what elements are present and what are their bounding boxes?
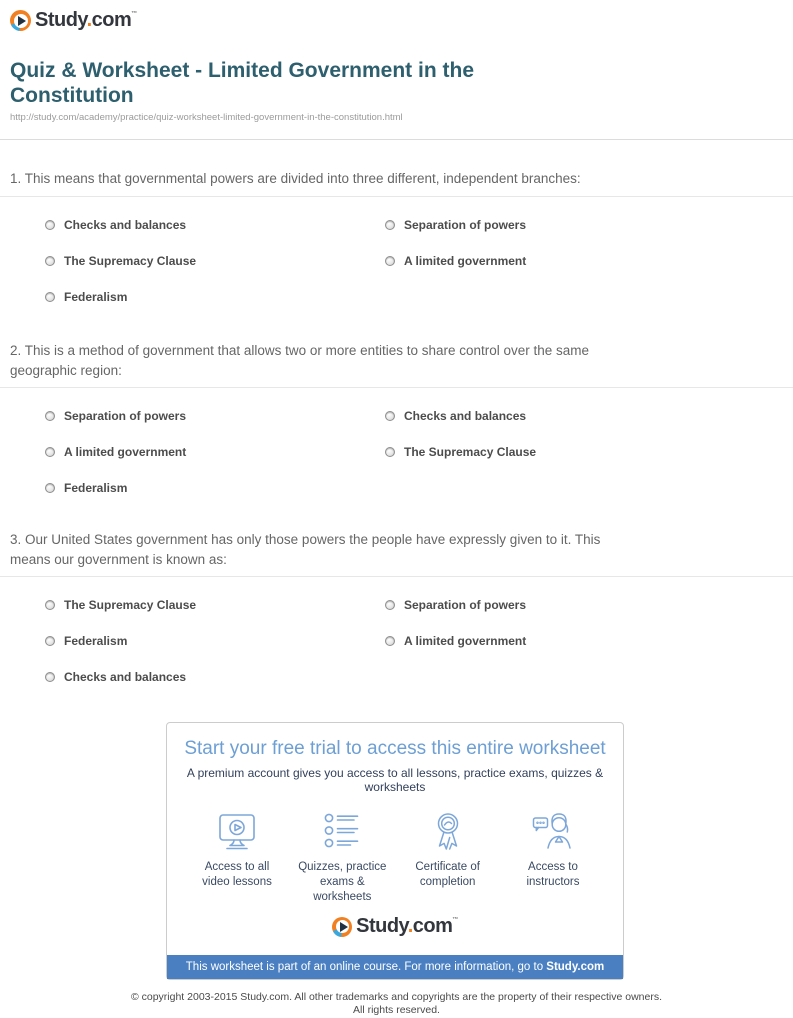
radio-button[interactable] bbox=[385, 220, 395, 230]
answer-option[interactable]: Separation of powers bbox=[45, 409, 385, 423]
copyright-line2: All rights reserved. bbox=[353, 1004, 440, 1017]
answer-option[interactable]: The Supremacy Clause bbox=[385, 445, 725, 459]
free-trial-promo-box bbox=[166, 722, 624, 979]
answer-option[interactable]: The Supremacy Clause bbox=[45, 254, 385, 268]
play-circle-icon bbox=[332, 917, 352, 937]
feature-label: Quizzes, practice exams & worksheets bbox=[298, 861, 387, 904]
studycom-logo[interactable] bbox=[10, 9, 137, 32]
page-url: http://study.com/academy/practice/quiz-worksheet-limited-government-in-the-constitution.html bbox=[10, 112, 403, 124]
radio-button[interactable] bbox=[385, 447, 395, 457]
play-circle-icon bbox=[10, 10, 31, 31]
feature-video-lessons bbox=[185, 809, 289, 905]
answer-option[interactable]: Federalism bbox=[45, 481, 385, 495]
answer-option[interactable]: Checks and balances bbox=[45, 218, 385, 232]
feature-label: Certificate of completion bbox=[415, 861, 480, 889]
course-info-banner: This worksheet is part of an online course. For more information, go to Study.com bbox=[167, 955, 623, 979]
promo-studycom-logo[interactable] bbox=[167, 915, 623, 942]
radio-button[interactable] bbox=[45, 411, 55, 421]
answer-option[interactable]: A limited government bbox=[385, 254, 725, 268]
answer-options bbox=[0, 409, 793, 495]
question-text: 1. This means that governmental powers are divided into three different, independent branches: bbox=[10, 171, 581, 187]
question-text: 3. Our United States government has only those powers the people have expressly given to it. This means our government is known as: bbox=[10, 532, 601, 567]
answer-option[interactable]: A limited government bbox=[385, 634, 725, 648]
page-title: Quiz & Worksheet - Limited Government in the Constitution bbox=[10, 59, 474, 108]
studycom-link[interactable]: Study.com bbox=[546, 960, 605, 973]
radio-button[interactable] bbox=[45, 447, 55, 457]
answer-option[interactable]: The Supremacy Clause bbox=[45, 598, 385, 612]
answer-option[interactable]: A limited government bbox=[45, 445, 385, 459]
answer-option[interactable]: Separation of powers bbox=[385, 598, 725, 612]
feature-list bbox=[167, 809, 623, 905]
radio-button[interactable] bbox=[45, 256, 55, 266]
header bbox=[0, 0, 793, 33]
feature-quizzes bbox=[290, 809, 394, 905]
logo-wordmark: Study.com™ bbox=[35, 9, 137, 31]
answer-option[interactable]: Separation of powers bbox=[385, 218, 725, 232]
feature-instructors bbox=[501, 809, 605, 905]
certificate-icon bbox=[396, 809, 500, 855]
radio-button[interactable] bbox=[385, 256, 395, 266]
radio-button[interactable] bbox=[45, 636, 55, 646]
feature-label: Access to instructors bbox=[526, 861, 580, 889]
radio-button[interactable] bbox=[385, 411, 395, 421]
radio-button[interactable] bbox=[45, 220, 55, 230]
instructors-icon bbox=[501, 809, 605, 855]
promo-heading[interactable]: Start your free trial to access this entire worksheet bbox=[184, 738, 606, 760]
radio-button[interactable] bbox=[45, 292, 55, 302]
question-divider bbox=[0, 196, 793, 197]
answer-option[interactable]: Checks and balances bbox=[45, 670, 385, 684]
radio-button[interactable] bbox=[45, 600, 55, 610]
feature-label: Access to all video lessons bbox=[202, 861, 272, 889]
question-divider bbox=[0, 387, 793, 388]
video-lessons-icon bbox=[185, 809, 289, 855]
feature-certificate bbox=[396, 809, 500, 905]
logo-wordmark: Study.com™ bbox=[356, 915, 458, 937]
answer-options bbox=[0, 598, 793, 684]
radio-button[interactable] bbox=[385, 636, 395, 646]
copyright-line1: © copyright 2003-2015 Study.com. All other trademarks and copyrights are the property of their respective owners. bbox=[130, 990, 663, 1003]
question-text: 2. This is a method of government that allows two or more entities to share control over the same geographic region: bbox=[10, 342, 590, 378]
radio-button[interactable] bbox=[385, 600, 395, 610]
radio-button[interactable] bbox=[45, 672, 55, 682]
answer-options bbox=[0, 218, 793, 304]
answer-option[interactable]: Federalism bbox=[45, 634, 385, 648]
quizzes-worksheets-icon bbox=[290, 809, 394, 855]
question-1 bbox=[0, 169, 793, 304]
question-3 bbox=[0, 530, 793, 684]
question-divider bbox=[0, 576, 793, 577]
question-2 bbox=[0, 341, 793, 495]
promo-subheading: A premium account gives you access to all lessons, practice exams, quizzes & worksheets bbox=[186, 766, 604, 795]
answer-option[interactable]: Checks and balances bbox=[385, 409, 725, 423]
header-divider bbox=[0, 139, 793, 140]
radio-button[interactable] bbox=[45, 483, 55, 493]
copyright-footer bbox=[0, 991, 793, 1018]
answer-option[interactable]: Federalism bbox=[45, 290, 385, 304]
